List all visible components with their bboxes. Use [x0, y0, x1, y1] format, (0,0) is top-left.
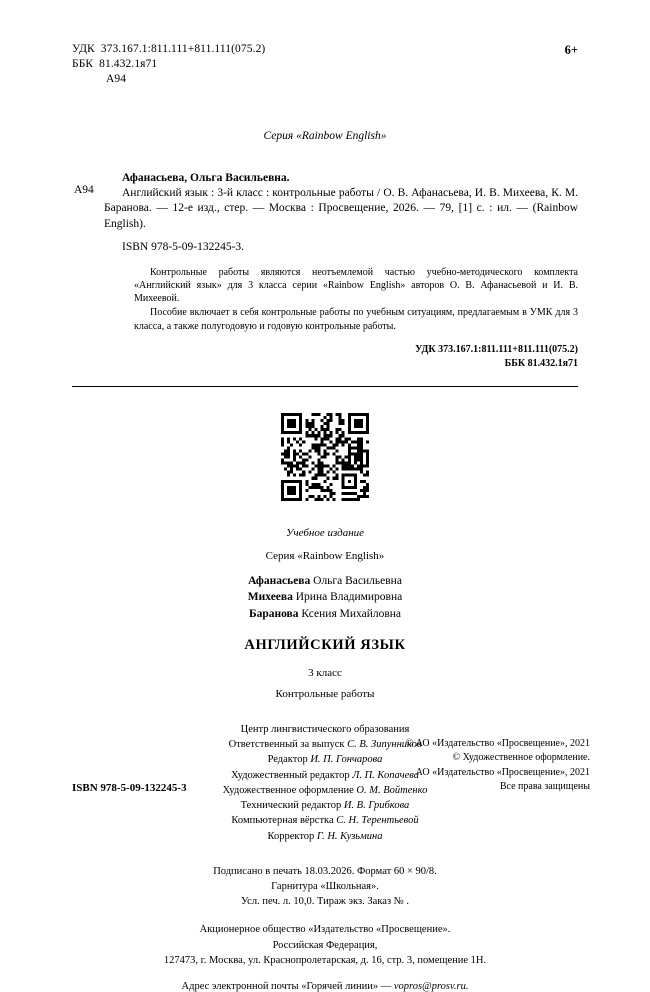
udk-code: УДК 373.167.1:811.111+811.111(075.2): [72, 43, 266, 55]
credit-person: Г. Н. Кузьмина: [316, 830, 383, 842]
top-classification-row: [72, 42, 578, 88]
credit-person: О. М. Войтенко: [356, 784, 428, 796]
author-given: Ирина Владимировна: [292, 591, 403, 604]
credit-role: Корректор: [267, 830, 317, 842]
horizontal-divider: [72, 386, 578, 387]
classification-codes-repeat: [104, 343, 578, 370]
credit-role: Художественное оформление: [222, 784, 357, 796]
author-family: Баранова: [248, 607, 299, 620]
author-entry: [72, 606, 578, 622]
classification-codes: [72, 42, 265, 88]
credit-line: [72, 798, 578, 813]
record-isbn: ISBN 978-5-09-132245-3.: [122, 241, 245, 254]
credit-role: Редактор: [267, 754, 311, 766]
copyright-line: © АО «Издательство «Просвещение», 2021: [405, 738, 590, 750]
hotline-email-address: vopros@prosv.ru.: [393, 981, 469, 992]
age-rating-badge: 6+: [564, 43, 578, 57]
publisher-line: 127473, г. Москва, ул. Краснопролетарская, д. 16, стр. 3, помещение 1Н.: [163, 954, 487, 966]
publisher-line: Российская Федерация,: [272, 939, 378, 951]
book-grade: 3 класс: [308, 667, 342, 680]
credit-line: [72, 813, 578, 828]
imprint-block: [72, 527, 578, 700]
record-shelf-mark: А94: [74, 183, 94, 196]
qr-code-container: [72, 413, 578, 501]
hotline-email: [72, 981, 578, 992]
publisher-line: Акционерное общество «Издательство «Просвещение».: [199, 924, 451, 936]
credit-person: И. П. Гончарова: [310, 754, 383, 766]
credit-role: Компьютерная вёрстка: [231, 815, 337, 827]
bbk-code: ББК 81.432.1я71: [72, 58, 158, 71]
book-kind: Контрольные работы: [275, 688, 375, 701]
footer-isbn: ISBN 978-5-09-132245-3: [72, 782, 187, 794]
credit-person: С. В. Зипунников: [347, 739, 422, 751]
udk-code-repeat: УДК 373.167.1:811.111+811.111(075.2): [415, 344, 578, 356]
credit-person: С. Н. Терентьевой: [336, 815, 419, 827]
copyright-line: © Художественное оформление.: [452, 752, 590, 764]
author-entry: [72, 589, 578, 605]
credit-person: И. В. Грибкова: [343, 800, 410, 812]
production-block: [72, 864, 578, 910]
record-author: Афанасьева, Ольга Васильевна.: [122, 171, 290, 184]
copyright-block: [406, 737, 590, 794]
bibliographic-record: [72, 170, 578, 371]
shelf-mark: А94: [106, 73, 127, 86]
credit-line: [72, 829, 578, 844]
author-family: Михеева: [247, 591, 293, 604]
author-family: Афанасьева: [248, 575, 311, 588]
credit-role: Ответственный за выпуск: [228, 739, 348, 751]
annotation: [104, 266, 578, 333]
copyright-line: АО «Издательство «Просвещение», 2021: [415, 766, 590, 778]
page-footer: [72, 737, 590, 794]
annotation-paragraph: Контрольные работы являются неотъемлемой частью учебно-методического комплекта «Английский язык» для 3 класса серии «Rainbow English» авторов О. В. Афанасьевой и И. В. Михеевой.: [134, 266, 578, 305]
record-description: [104, 171, 578, 233]
record-text: Английский язык : 3-й класс : контрольные работы / О. В. Афанасьева, И. В. Михеева, К. М. Баранова. — 12-е изд., стер. — Москва : Просвещение, 2026. — 79, [1] с. : ил. — (Rainbow English).: [104, 186, 578, 230]
author-given: Ольга Васильевна: [310, 575, 402, 588]
annotation-paragraph: Пособие включает в себя контрольные работы по учебным ситуациям, предлагаемым в УМК для 3 класса, а также полугодовую и годовую контрольные работы.: [134, 307, 578, 332]
imprint-authors: [72, 573, 578, 622]
author-entry: [72, 573, 578, 589]
publisher-block: [72, 922, 578, 968]
production-line: Гарнитура «Школьная».: [271, 880, 379, 892]
production-line: Усл. печ. л. 10,0. Тираж экз. Заказ № .: [241, 896, 409, 908]
credit-person: Л. П. Копачева: [352, 769, 420, 781]
hotline-email-label: Адрес электронной почты «Горячей линии» —: [181, 981, 394, 992]
credit-line: [72, 722, 578, 737]
qr-code-icon: [281, 413, 369, 501]
bbk-code-repeat: ББК 81.432.1я71: [504, 357, 578, 369]
credit-role: Технический редактор: [240, 800, 344, 812]
book-title: АНГЛИЙСКИЙ ЯЗЫК: [244, 637, 406, 654]
record-body: [104, 170, 578, 371]
copyright-line: Все права защищены: [499, 780, 590, 792]
edition-type: Учебное издание: [285, 527, 365, 540]
credit-role: Центр лингвистического образования: [240, 724, 410, 736]
imprint-series: Серия «Rainbow English»: [265, 550, 385, 563]
author-given: Ксения Михайловна: [298, 607, 402, 620]
credit-role: Художественный редактор: [230, 769, 353, 781]
series-note: Серия «Rainbow English»: [263, 129, 387, 142]
production-line: Подписано в печать 18.03.2026. Формат 60 × 90/8.: [213, 865, 437, 877]
